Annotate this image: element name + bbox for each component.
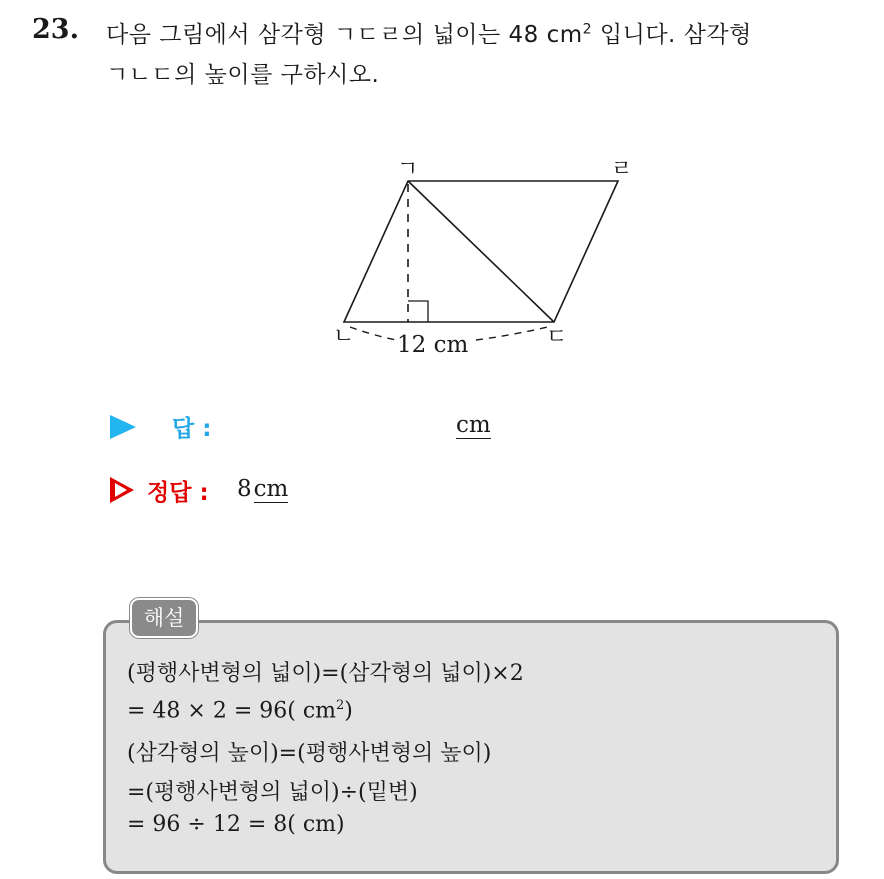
right-angle-mark bbox=[408, 301, 428, 322]
question-number: 23. bbox=[32, 14, 79, 45]
base-length-label: 12 cm bbox=[397, 332, 469, 358]
unit-exponent: 2 bbox=[582, 21, 593, 38]
correct-answer bbox=[237, 476, 288, 502]
explanation-line-4 bbox=[127, 775, 418, 806]
explanation-tab: 해설 bbox=[130, 598, 198, 638]
question-line-2: ㄱㄴㄷ의 높이를 구하시오. bbox=[106, 62, 380, 88]
answer-label: 답 : bbox=[172, 416, 212, 442]
explanation-text-tail: ) bbox=[344, 698, 353, 724]
explanation-text: = 96 ÷ 12 = 8( cm) bbox=[127, 812, 345, 837]
correct-answer-unit: cm bbox=[253, 476, 289, 502]
correct-marker-icon bbox=[110, 477, 134, 503]
unit-exponent: 2 bbox=[336, 698, 345, 713]
vertex-label-top-right: ㄹ bbox=[611, 157, 633, 182]
question-text-tail: 입니다. 삼각형 bbox=[592, 22, 752, 48]
explanation-line-5 bbox=[127, 812, 345, 837]
vertex-label-bottom-left: ㄴ bbox=[333, 324, 355, 349]
explanation-text: =(평행사변형의 넓이)÷(밑변) bbox=[127, 780, 418, 805]
correct-answer-value: 8 bbox=[237, 476, 252, 502]
diagonal-line bbox=[408, 181, 554, 322]
answer-unit: cm bbox=[456, 412, 491, 438]
explanation-text: (삼각형의 높이)=(평행사변형의 높이) bbox=[127, 741, 492, 766]
explanation-text: (평행사변형의 넓이)=(삼각형의 넓이)×2 bbox=[127, 661, 524, 686]
base-dimension-left bbox=[350, 327, 396, 340]
explanation-text: = 48 × 2 = 96( cm bbox=[127, 698, 337, 724]
explanation-line-3 bbox=[127, 736, 491, 767]
answer-marker-icon bbox=[110, 415, 136, 439]
explanation-line-2 bbox=[127, 698, 353, 723]
vertex-label-top-left: ㄱ bbox=[397, 157, 419, 182]
base-dimension-right bbox=[476, 326, 552, 340]
explanation-line-1 bbox=[127, 656, 524, 687]
question-text: 다음 그림에서 삼각형 ㄱㄷㄹ의 넓이는 48 cm bbox=[106, 22, 583, 48]
correct-answer-label: 정답 : bbox=[147, 480, 209, 506]
vertex-label-bottom-right: ㄷ bbox=[546, 325, 568, 350]
